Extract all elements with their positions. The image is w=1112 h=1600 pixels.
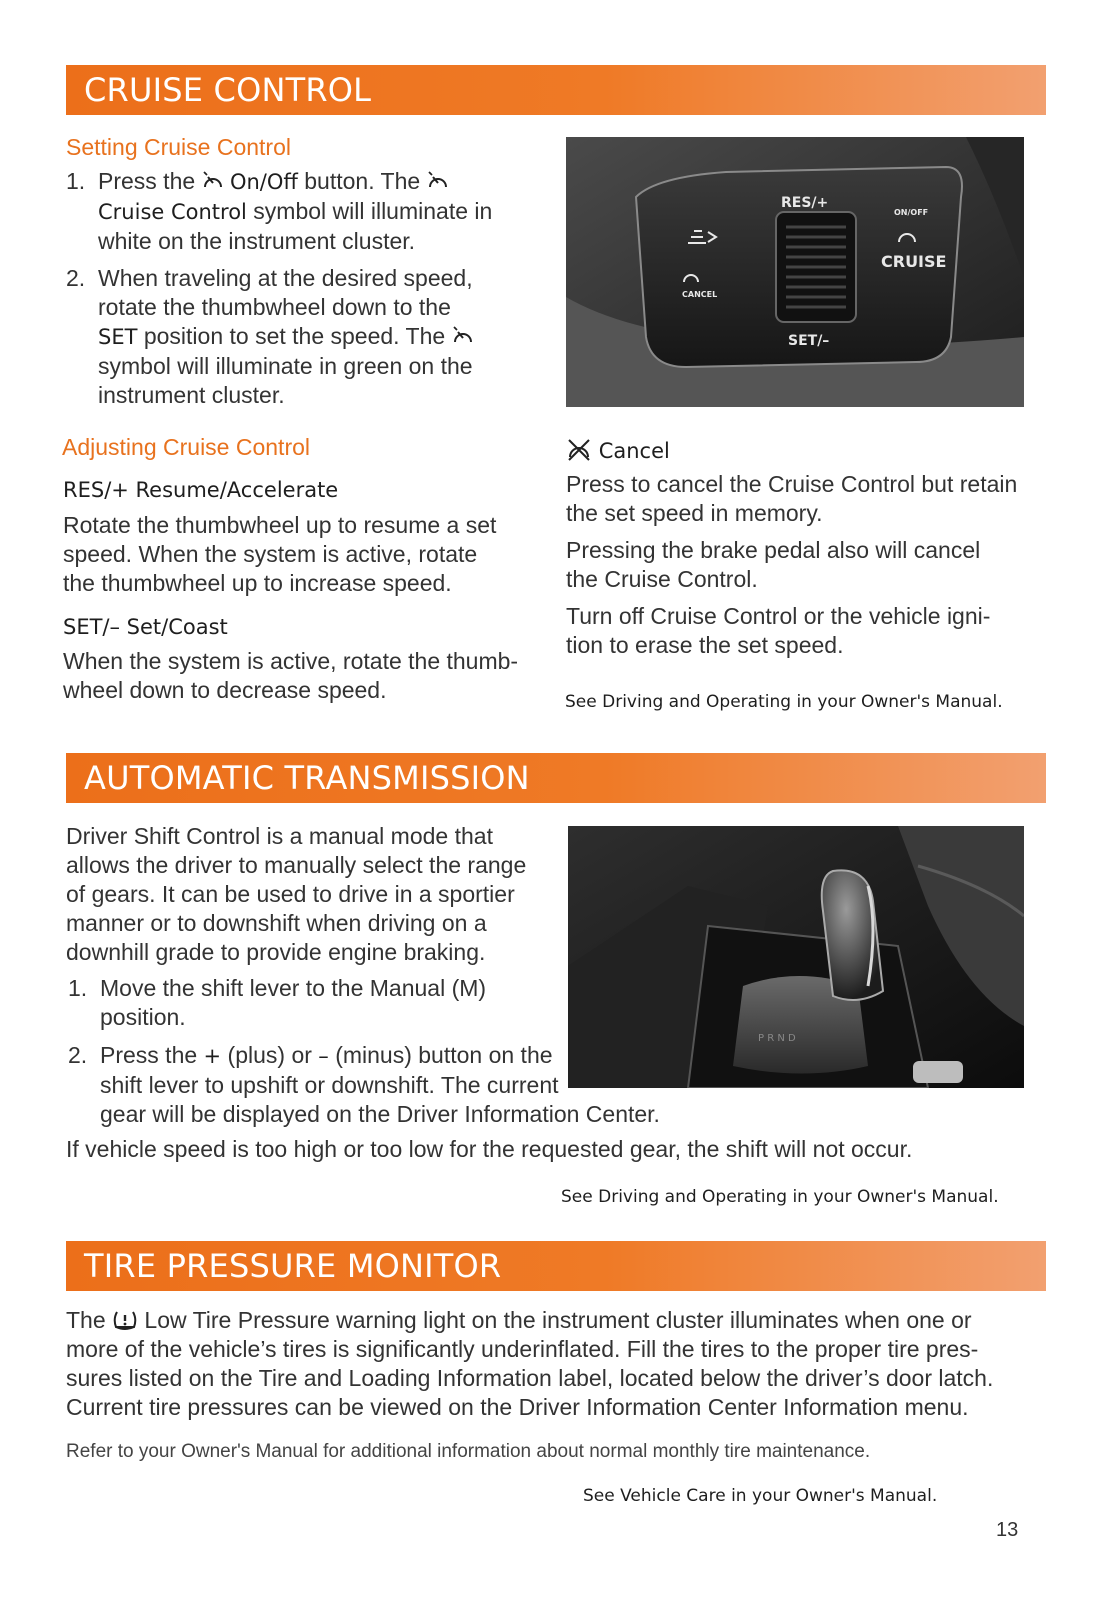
res-label: RES/+ bbox=[781, 195, 829, 211]
text-line: Turn off Cruise Control or the vehicle igni- bbox=[566, 603, 991, 629]
tire-text bbox=[66, 1306, 993, 1422]
text-line: Current tire pressures can be viewed on the Driver Information Center Information menu. bbox=[66, 1394, 969, 1420]
transmission-banner: AUTOMATIC TRANSMISSION bbox=[66, 753, 1046, 803]
transmission-note: If vehicle speed is too high or too low for the requested gear, the shift will not occur. bbox=[66, 1136, 913, 1162]
text-line: Pressing the brake pedal also will cancel bbox=[566, 537, 981, 563]
step-text: symbol will illuminate in bbox=[253, 198, 493, 224]
text-line: the thumbwheel up to increase speed. bbox=[63, 570, 452, 596]
text-line: tion to erase the set speed. bbox=[566, 632, 844, 658]
step-number: 1. bbox=[68, 975, 88, 1001]
low-tire-pressure-icon bbox=[112, 1309, 138, 1333]
plus-symbol: + bbox=[203, 1044, 222, 1068]
text-line: of gears. It can be used to drive in a sportier bbox=[66, 881, 515, 907]
text-line: more of the vehicle’s tires is significantly underinflated. Fill the tires to the proper tire pres- bbox=[66, 1336, 979, 1362]
text-line: manner or to downshift when driving on a bbox=[66, 910, 487, 936]
step-text: gear will be displayed on the Driver Information Center. bbox=[100, 1101, 660, 1127]
cancel-heading-label: Cancel bbox=[598, 439, 670, 463]
cruise-icon bbox=[202, 170, 224, 192]
step-text: white on the instrument cluster. bbox=[98, 228, 416, 254]
tire-pressure-banner: TIRE PRESSURE MONITOR bbox=[66, 1241, 1046, 1291]
transmission-intro bbox=[66, 822, 526, 967]
text-line: the set speed in memory. bbox=[566, 500, 823, 526]
cruise-label-photo: CRUISE bbox=[881, 252, 947, 271]
step-text: instrument cluster. bbox=[98, 382, 285, 408]
onoff-label-photo: ON/OFF bbox=[894, 208, 929, 217]
step-text: Press the bbox=[98, 168, 196, 194]
text-line: downhill grade to provide engine braking. bbox=[66, 939, 486, 965]
cruise-reference: See Driving and Operating in your Owner's Manual. bbox=[565, 692, 1003, 712]
cruise-icon bbox=[452, 325, 474, 347]
step-text: rotate the thumbwheel down to the bbox=[98, 294, 451, 320]
adjusting-cruise-heading: Adjusting Cruise Control bbox=[62, 434, 311, 460]
cancel-heading bbox=[566, 437, 670, 463]
transmission-reference: See Driving and Operating in your Owner's Manual. bbox=[561, 1187, 999, 1207]
text-line bbox=[66, 1306, 993, 1335]
set-label-photo: SET/– bbox=[788, 333, 830, 349]
step-text: symbol will illuminate in green on the bbox=[98, 353, 473, 379]
cancel-icon bbox=[566, 437, 592, 463]
text-line: When the system is active, rotate the thumb- bbox=[63, 648, 519, 674]
step-2 bbox=[66, 264, 526, 410]
text-part: The bbox=[66, 1307, 106, 1333]
step-text: When traveling at the desired speed, bbox=[98, 265, 473, 291]
step-text: (minus) button on the bbox=[335, 1042, 553, 1068]
minus-symbol: – bbox=[318, 1044, 329, 1068]
cancel-label-photo: CANCEL bbox=[682, 290, 718, 299]
text-line: the Cruise Control. bbox=[566, 566, 758, 592]
step-text: (plus) or bbox=[227, 1042, 312, 1068]
step-text: position. bbox=[100, 1004, 186, 1030]
step-text: Move the shift lever to the Manual (M) bbox=[100, 975, 487, 1001]
shift-lever-photo bbox=[568, 826, 1024, 1088]
set-heading: SET/– Set/Coast bbox=[63, 615, 228, 639]
text-line: speed. When the system is active, rotate bbox=[63, 541, 478, 567]
text-line: Driver Shift Control is a manual mode that bbox=[66, 823, 493, 849]
text-part: Low Tire Pressure warning light on the instrument cluster illuminates when one or bbox=[144, 1307, 972, 1333]
cruise-control-label: Cruise Control bbox=[98, 200, 247, 224]
text-line: Press to cancel the Cruise Control but retain bbox=[566, 471, 1018, 497]
text-line: allows the driver to manually select the range bbox=[66, 852, 527, 878]
brake-text bbox=[566, 536, 980, 594]
res-heading: RES/+ Resume/Accelerate bbox=[63, 478, 339, 502]
step-number: 2. bbox=[68, 1042, 88, 1068]
steering-wheel-photo bbox=[566, 137, 1024, 407]
setting-steps bbox=[66, 167, 526, 410]
text-line: sures listed on the Tire and Loading Information label, located below the driver’s door latch. bbox=[66, 1365, 994, 1391]
cruise-icon bbox=[427, 170, 449, 192]
step-number: 1. bbox=[66, 168, 86, 194]
step-1 bbox=[66, 167, 526, 256]
setting-cruise-heading: Setting Cruise Control bbox=[66, 134, 291, 160]
page-number: 13 bbox=[996, 1519, 1019, 1541]
set-label: SET bbox=[98, 325, 138, 349]
step-text: position to set the speed. The bbox=[143, 323, 446, 349]
res-text bbox=[63, 511, 496, 598]
on-off-label: On/Off bbox=[229, 170, 298, 194]
step-text: Press the bbox=[100, 1042, 198, 1068]
tire-reference: See Vehicle Care in your Owner's Manual. bbox=[583, 1486, 938, 1506]
gear-indicator: P R N D bbox=[758, 1033, 796, 1044]
set-text bbox=[63, 647, 518, 705]
step-text: shift lever to upshift or downshift. The current bbox=[100, 1072, 559, 1098]
text-line: wheel down to decrease speed. bbox=[63, 677, 387, 703]
tire-refer: Refer to your Owner's Manual for additional information about normal monthly tire maintenance. bbox=[66, 1441, 871, 1462]
turnoff-text bbox=[566, 602, 990, 660]
transmission-step-1 bbox=[68, 974, 486, 1032]
release-button bbox=[913, 1061, 963, 1083]
step-text: button. The bbox=[304, 168, 421, 194]
step-number: 2. bbox=[66, 265, 86, 291]
text-line: Rotate the thumbwheel up to resume a set bbox=[63, 512, 497, 538]
cancel-text bbox=[566, 470, 1017, 528]
cruise-control-banner: CRUISE CONTROL bbox=[66, 65, 1046, 115]
